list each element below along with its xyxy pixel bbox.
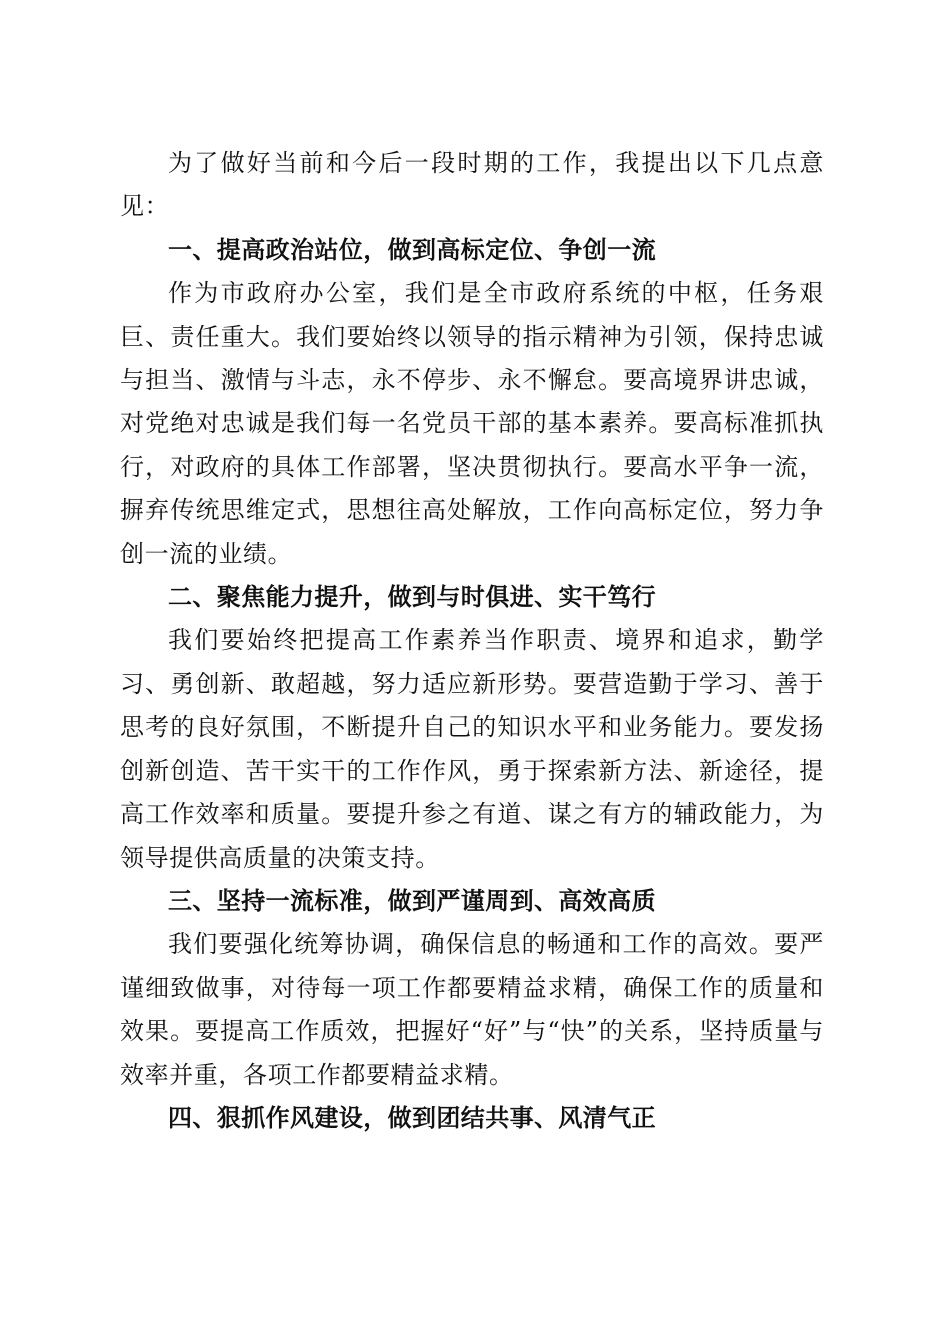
section-heading-4: 四、狠抓作风建设，做到团结共事、风清气正: [168, 1103, 656, 1132]
section-heading-1: 一、提高政治站位，做到高标定位、争创一流: [168, 235, 656, 264]
intro-paragraph: 为了做好当前和今后一段时期的工作，我提出以下几点意见：: [120, 149, 824, 221]
document-body: [120, 142, 824, 1140]
section-paragraph-2: 我们要始终把提高工作素养当作职责、境界和追求，勤学习、勇创新、敢超越，努力适应新形势。要营造勤于学习、善于思考的良好氛围，不断提升自己的知识水平和业务能力。要发扬创新创造、苦干实干的工作作风，勇于探索新方法、新途径，提高工作效率和质量。要提升参之有道、谋之有方的辅政能力，为领导提供高质量的决策支持。: [120, 626, 824, 872]
section-heading-2: 二、聚焦能力提升，做到与时俱进、实干笃行: [168, 583, 656, 612]
section-paragraph-1: 作为市政府办公室，我们是全市政府系统的中枢，任务艰巨、责任重大。我们要始终以领导的指示精神为引领，保持忠诚与担当、激情与斗志，永不停步、永不懈怠。要高境界讲忠诚，对党绝对忠诚是我们每一名党员干部的基本素养。要高标准抓执行，对政府的具体工作部署，坚决贯彻执行。要高水平争一流，摒弃传统思维定式，思想往高处解放，工作向高标定位，努力争创一流的业绩。: [120, 279, 824, 568]
section-paragraph-3: 我们要强化统筹协调，确保信息的畅通和工作的高效。要严谨细致做事，对待每一项工作都要精益求精，确保工作的质量和效果。要提高工作质效，把握好“好”与“快”的关系，坚持质量与效率并重，各项工作都要精益求精。: [120, 930, 824, 1089]
section-heading-3: 三、坚持一流标准，做到严谨周到、高效高质: [168, 886, 656, 915]
